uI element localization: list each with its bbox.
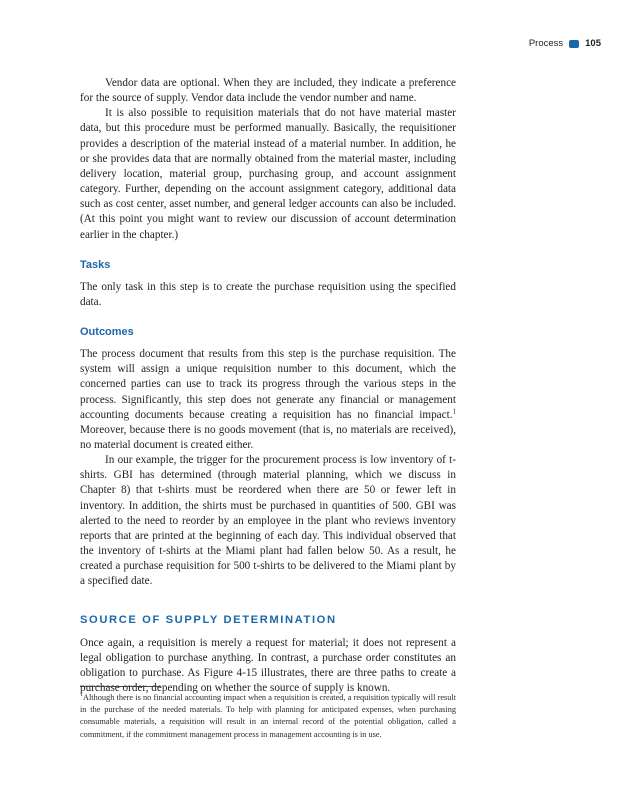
- tasks-paragraph: The only task in this step is to create the purchase requisition using the specified data.: [80, 280, 456, 308]
- section-title: Process: [528, 38, 564, 49]
- source-of-supply-paragraph: Once again, a requisition is merely a request for material; it does not represent a legal obligation to purchase anything. In contrast, a purchase order constitutes an obligation to purchase. As Figure 4-15 illustrates, there are three paths to create a purchase order, depending on whether the source of supply is known.: [80, 636, 456, 694]
- paragraph-manual-requisition: It is also possible to requisition materials that do not have material master data, but this procedure must be performed manually. Basically, the requisitioner provides a description of the material instead of a material number. In addition, he or she provides data that are normally obtained from the material master, including delivery location, material group, purchasing group, and account assignment category. Further, depending on the account assignment category, additional data such as cost center, asset number, and general ledger accounts can also be included. (At this point you might want to review our discussion of account determination earlier in the chapter.): [80, 107, 456, 241]
- footnote-reference[interactable]: 1: [452, 406, 456, 415]
- section-marker-icon: [569, 40, 579, 48]
- footnote-divider: [80, 686, 160, 687]
- outcomes-text-part1: The process document that results from this step is the purchase requisition. The system will assign a unique requisition number to this document, which the concerned parties can use to track its progress through the various steps in the process. Significantly, this step does not generate any financial or management accounting documents because creating a requisition has no financial impact.: [80, 348, 456, 421]
- outcomes-paragraph: [80, 347, 456, 453]
- paragraph-vendor-data: Vendor data are optional. When they are included, they indicate a preference for the source of supply. Vendor data include the vendor number and name.: [80, 77, 456, 105]
- footnote-text: Although there is no financial accounting impact when a requisition is created, a requisition typically will result in the purchase of the needed materials. To help with planning for anticipated expenses, when purchasing consumable materials, a requisition will result in an internal record of the potential obligation, called a commitment, if the commitment management process in management accounting is in use.: [80, 693, 456, 739]
- footnote-marker: 1: [80, 692, 83, 699]
- running-head: [529, 38, 601, 49]
- source-of-supply-heading: SOURCE OF SUPPLY DETERMINATION: [80, 613, 337, 626]
- page-number: 105: [585, 38, 601, 49]
- example-paragraph: In our example, the trigger for the procurement process is low inventory of t-shirts. GBI has determined (through material planning, which we discuss in Chapter 8) that t-shirts must be reordered when there are 50 or fewer left in inventory. In addition, the shirts must be purchased in quantities of 500. GBI was alerted to the need to reorder by an employee in the plant who reviews inventory reports that are printed at the beginning of each day. This individual observed that the inventory of t-shirts at the Miami plant had fallen below 50. As a result, he created a purchase requisition for 500 t-shirts to be delivered to the Miami plant by a specified date.: [80, 454, 456, 588]
- tasks-heading: Tasks: [80, 258, 111, 271]
- footnote: [80, 692, 456, 741]
- outcomes-text-part2: Moreover, because there is no goods movement (that is, no materials are received), no material document is created either.: [80, 423, 456, 451]
- outcomes-heading: Outcomes: [80, 326, 134, 339]
- main-text: [80, 76, 456, 699]
